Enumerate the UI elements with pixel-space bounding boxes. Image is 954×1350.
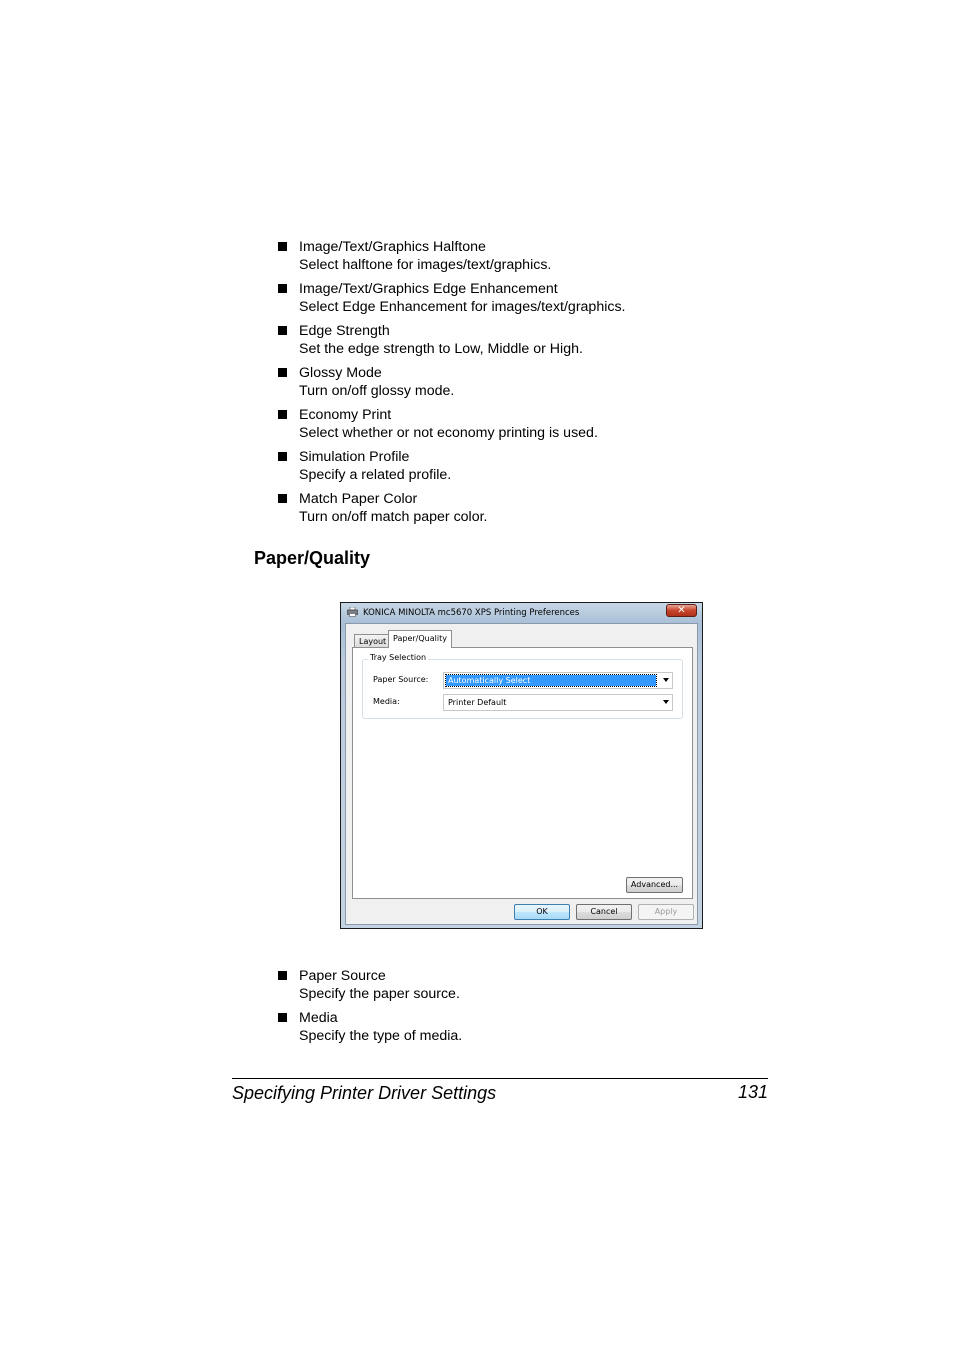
- bullet-square-icon: [278, 284, 287, 293]
- item-description: Specify a related profile.: [299, 467, 452, 483]
- advanced-button[interactable]: Advanced...: [626, 877, 683, 893]
- dialog-title: KONICA MINOLTA mc5670 XPS Printing Preferences: [363, 608, 580, 618]
- printing-preferences-dialog: [340, 602, 703, 929]
- section-title: Paper/Quality: [254, 548, 371, 568]
- list-item: [277, 364, 757, 400]
- item-title: Image/Text/Graphics Halftone: [299, 239, 486, 255]
- page-number: 131: [737, 1082, 768, 1102]
- list-item: [277, 1009, 757, 1045]
- list-item: [277, 280, 757, 316]
- group-label: Tray Selection: [370, 653, 427, 662]
- bullet-square-icon: [278, 494, 287, 503]
- bullet-square-icon: [278, 1013, 287, 1022]
- chevron-down-icon: [663, 700, 669, 704]
- item-title: Edge Strength: [299, 323, 390, 339]
- bullet-square-icon: [278, 326, 287, 335]
- item-description: Specify the paper source.: [299, 986, 460, 1002]
- list-item: [277, 490, 757, 526]
- item-description: Select halftone for images/text/graphics.: [299, 257, 552, 273]
- item-title: Glossy Mode: [299, 365, 382, 381]
- paper-source-select[interactable]: [443, 672, 673, 689]
- bullet-square-icon: [278, 368, 287, 377]
- close-button[interactable]: ✕: [666, 604, 697, 617]
- tab-layout[interactable]: Layout: [354, 634, 391, 647]
- list-item: [277, 967, 757, 1003]
- tab-paper-quality[interactable]: Paper/Quality: [388, 630, 452, 648]
- media-value: Printer Default: [448, 698, 507, 707]
- dialog-client-area: [345, 623, 698, 925]
- bullet-square-icon: [278, 971, 287, 980]
- item-title: Paper Source: [299, 968, 386, 984]
- ok-button[interactable]: OK: [514, 904, 570, 920]
- printer-icon: [347, 607, 358, 617]
- item-title: Match Paper Color: [299, 491, 418, 507]
- item-description: Select whether or not economy printing is used.: [299, 425, 598, 441]
- item-description: Specify the type of media.: [299, 1028, 463, 1044]
- bullet-square-icon: [278, 410, 287, 419]
- item-description: Select Edge Enhancement for images/text/graphics.: [299, 299, 626, 315]
- list-item: [277, 238, 757, 274]
- list-item: [277, 448, 757, 484]
- item-title: Image/Text/Graphics Edge Enhancement: [299, 281, 558, 297]
- paper-source-label: Paper Source:: [373, 675, 429, 684]
- paper-source-value: Automatically Select: [446, 675, 656, 686]
- bullet-square-icon: [278, 452, 287, 461]
- cancel-button[interactable]: Cancel: [576, 904, 632, 920]
- paper-quality-list: [277, 967, 757, 1051]
- footer-title: Specifying Printer Driver Settings: [232, 1083, 497, 1103]
- tab-panel: [352, 647, 693, 899]
- item-description: Turn on/off match paper color.: [299, 509, 488, 525]
- media-select[interactable]: [443, 694, 673, 711]
- item-title: Economy Print: [299, 407, 392, 423]
- item-title: Media: [299, 1010, 338, 1026]
- item-title: Simulation Profile: [299, 449, 410, 465]
- list-item: [277, 322, 757, 358]
- bullet-square-icon: [278, 242, 287, 251]
- apply-button[interactable]: Apply: [638, 904, 694, 920]
- footer-rule: [232, 1078, 768, 1079]
- item-description: Turn on/off glossy mode.: [299, 383, 455, 399]
- media-label: Media:: [373, 697, 400, 706]
- item-description: Set the edge strength to Low, Middle or High.: [299, 341, 583, 357]
- dialog-titlebar[interactable]: [341, 603, 702, 623]
- chevron-down-icon: [663, 678, 669, 682]
- feature-list: [277, 238, 757, 532]
- list-item: [277, 406, 757, 442]
